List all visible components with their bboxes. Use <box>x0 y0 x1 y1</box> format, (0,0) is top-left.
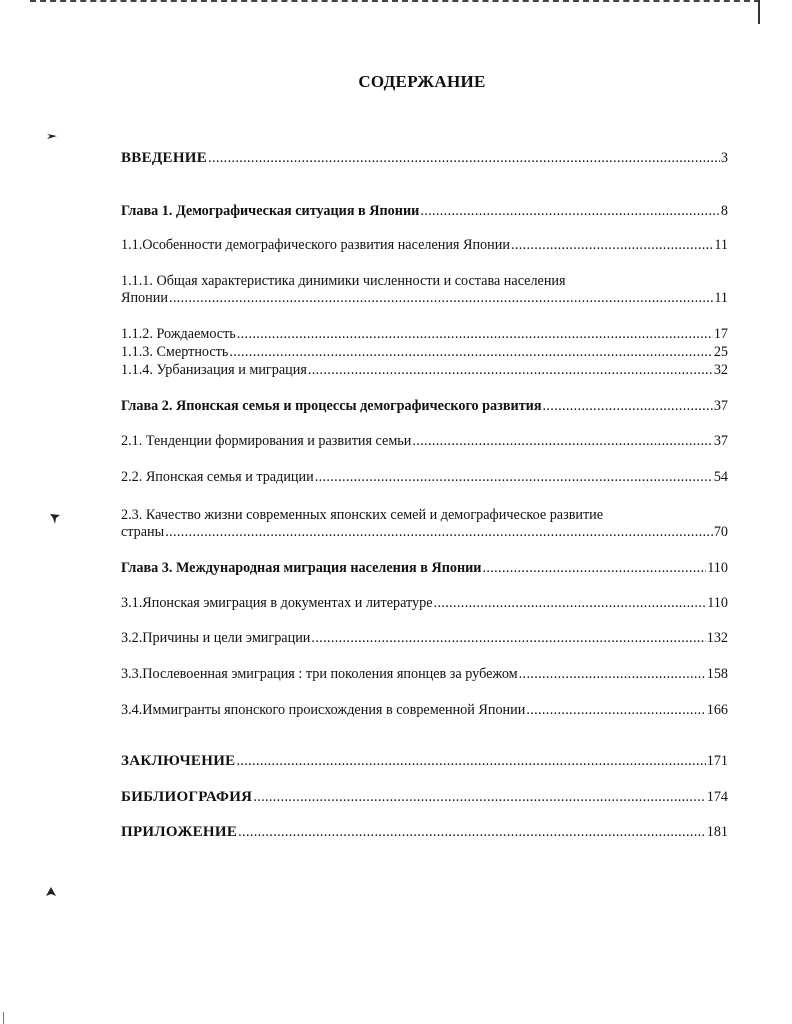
dot-leader <box>236 753 705 770</box>
dot-leader <box>412 433 712 450</box>
toc-entry-title: 3.1.Японская эмиграция в документах и литературе <box>121 595 433 611</box>
dot-leader <box>253 789 705 806</box>
toc-entry-title: 3.3.Послевоенная эмиграция : три поколения японцев за рубежом <box>121 666 518 682</box>
toc-page-number: 158 <box>706 666 728 682</box>
toc-page-number: 110 <box>707 560 728 576</box>
toc-entry-section-1-1-1 <box>121 273 728 307</box>
dot-leader <box>511 237 713 254</box>
toc-entry-title: 1.1.2. Рождаемость <box>121 326 236 342</box>
toc-entry-title: ЗАКЛЮЧЕНИЕ <box>121 753 236 769</box>
toc-page-number: 70 <box>713 524 728 540</box>
dot-leader <box>165 524 713 541</box>
toc-entry-chapter-2 <box>121 398 728 415</box>
dot-leader <box>311 630 705 647</box>
toc-entry-section-2-2 <box>121 469 728 486</box>
toc-page-number: 17 <box>713 326 728 342</box>
dot-leader <box>315 469 713 486</box>
toc-entry-title-line: 2.3. Качество жизни современных японских семей и демографическое развитие <box>121 507 604 523</box>
toc-entry-title: 1.1.4. Урбанизация и миграция <box>121 362 307 378</box>
toc-page-number: 174 <box>706 789 728 805</box>
dot-leader <box>237 326 713 343</box>
toc-page-number: 171 <box>706 753 728 769</box>
dot-leader <box>482 560 706 577</box>
toc-page-number: 32 <box>713 362 728 378</box>
toc-entry-title: Глава 1. Демографическая ситуация в Японии <box>121 203 420 219</box>
dot-leader <box>229 344 712 361</box>
toc-entry-section-2-1 <box>121 433 728 450</box>
dot-leader <box>238 824 706 841</box>
dot-leader <box>420 203 720 220</box>
toc-page-number: 25 <box>713 344 728 360</box>
toc-entry-title: БИБЛИОГРАФИЯ <box>121 789 253 805</box>
toc-entry-title: 1.1.3. Смертность <box>121 344 229 360</box>
toc-entry-title-line: 1.1.1. Общая характеристика динимики численности и состава населения <box>121 273 566 289</box>
toc-entry-title-line: Японии <box>121 290 168 306</box>
toc-entry-title-line: страны <box>121 524 165 540</box>
page-title: СОДЕРЖАНИЕ <box>358 72 486 91</box>
dot-leader <box>308 362 713 379</box>
toc-entry-section-3-2 <box>121 630 728 647</box>
toc-page-number: 166 <box>706 702 728 718</box>
toc-page-number: 132 <box>706 630 728 646</box>
toc-entry-title: 2.2. Японская семья и традиции <box>121 469 314 485</box>
dot-leader <box>519 666 706 683</box>
toc-page-number: 37 <box>713 398 728 414</box>
scan-speck-mark <box>47 131 57 141</box>
toc-entry-section-3-1 <box>121 595 728 612</box>
toc-entry-section-1-1-4 <box>121 362 728 379</box>
toc-entry-title: 1.1.Особенности демографического развития населения Японии <box>121 237 510 253</box>
toc-entry-title: ВВЕДЕНИЕ <box>121 150 208 166</box>
scan-edge-top <box>30 0 760 8</box>
toc-entry-chapter-3 <box>121 560 728 577</box>
dot-leader <box>169 290 713 307</box>
toc-entry-title: 3.2.Причины и цели эмиграции <box>121 630 311 646</box>
scan-speck-mark <box>46 887 56 897</box>
toc-entry-intro <box>121 150 728 167</box>
toc-entry-section-3-4 <box>121 702 728 719</box>
toc-entry-section-3-3 <box>121 666 728 683</box>
toc-page-number: 37 <box>713 433 728 449</box>
toc-page-number: 11 <box>714 290 728 306</box>
toc-entry-appendix <box>121 824 728 841</box>
toc-entry-conclusion <box>121 753 728 770</box>
toc-entry-section-2-3 <box>121 507 728 541</box>
toc-entry-bibliography <box>121 789 728 806</box>
toc-entry-section-1-1 <box>121 237 728 254</box>
dot-leader <box>526 702 705 719</box>
toc-entry-section-1-1-3 <box>121 344 728 361</box>
dot-leader <box>434 595 707 612</box>
toc-entry-title: 3.4.Иммигранты японского происхождения в современной Японии <box>121 702 526 718</box>
toc-entry-chapter-1 <box>121 203 728 220</box>
toc-page-number: 181 <box>706 824 728 840</box>
toc-page-number: 11 <box>714 237 728 253</box>
scan-corner-line <box>758 0 760 24</box>
toc-entry-title: Глава 3. Международная миграция населения в Японии <box>121 560 482 576</box>
dot-leader <box>543 398 713 415</box>
toc-entry-title: Глава 2. Японская семья и процессы демографического развития <box>121 398 542 414</box>
toc-page-number: 110 <box>707 595 728 611</box>
toc-page-number: 8 <box>720 203 728 219</box>
toc-page-number: 54 <box>713 469 728 485</box>
toc-entry-title: ПРИЛОЖЕНИЕ <box>121 824 238 840</box>
scan-speck-mark <box>50 514 60 524</box>
scan-edge-left <box>3 1012 4 1024</box>
dot-leader <box>208 150 720 167</box>
toc-page-number: 3 <box>720 150 728 166</box>
toc-entry-title: 2.1. Тенденции формирования и развития семьи <box>121 433 412 449</box>
toc-entry-section-1-1-2 <box>121 326 728 343</box>
